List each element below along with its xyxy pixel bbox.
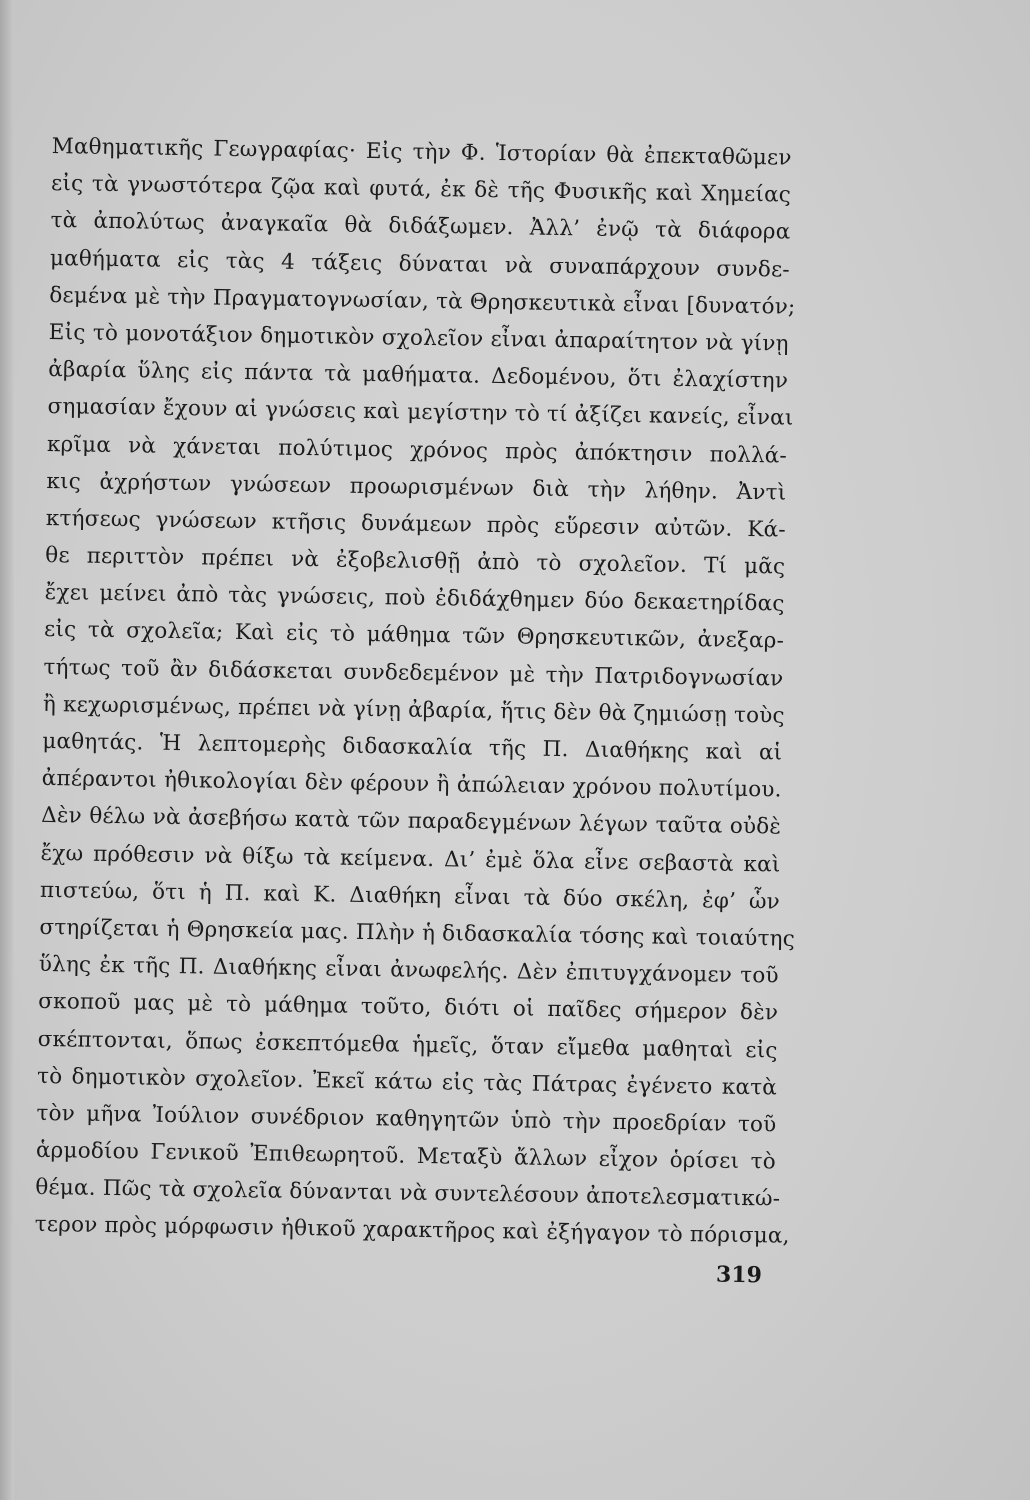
text-line: ἔχω πρόθεσιν νὰ θίξω τὰ κείμενα. Δι’ ἐμὲ ὅλα εἶνε σεβαστὰ καὶ [40,840,781,878]
text-line: τὸν μῆνα Ἰούλιον συνέδριον καθηγητῶν ὑπὸ τὴν προεδρίαν τοῦ [36,1100,777,1138]
text-line: μαθήματα εἰς τὰς 4 τάξεις δύναται νὰ συναπάρχουν συνδε- [49,245,791,283]
text-line: τὸ δημοτικὸν σχολεῖον. Ἐκεῖ κάτω εἰς τὰς Πάτρας ἐγένετο κατὰ [36,1063,778,1101]
text-line: ὕλης ἐκ τῆς Π. Διαθήκης εἶναι ἀνωφελής. Δὲν ἐπιτυγχάνομεν τοῦ [38,952,779,989]
text-line: μαθητάς. Ἡ λεπτομερὴς διδασκαλία τῆς Π. Διαθήκης καὶ αἱ [42,728,783,766]
text-line: στηρίζεται ἡ Θρησκεία μας. Πλὴν ἡ διδασκαλία τόσης καὶ τοιαύτης [39,914,796,952]
text-line: εἰς τὰ γνωστότερα ζῷα καὶ φυτά, ἐκ δὲ τῆς Φυσικῆς καὶ Χημείας [50,171,792,208]
text-line: κτήσεως γνώσεων κτῆσις δυνάμεων πρὸς εὕρεσιν αὐτῶν. Κά- [45,505,786,543]
text-line: τερον πρὸς μόρφωσιν ἠθικοῦ χαρακτῆρος καὶ ἐξήγαγον τὸ πόρισμα, [34,1212,790,1250]
text-line: ἀβαρία ὕλης εἰς πάντα τὰ μαθήματα. Δεδομένου, ὅτι ἐλαχίστην [48,357,789,394]
text-line: Μαθηματικῆς Γεωγραφίας· Εἰς τὴν Φ. Ἱστορίαν θὰ ἐπεκταθῶμεν [51,133,792,171]
body-text [34,128,796,1255]
text-line: σκοποῦ μας μὲ τὸ μάθημα τοῦτο, διότι οἱ παῖδες σήμερον δὲν [38,989,779,1026]
text-line: εἰς τὰ σχολεῖα; Καὶ εἰς τὸ μάθημα τῶν Θρησκευτικῶν, ἀνεξαρ- [43,617,785,654]
text-line: ἔχει μείνει ἀπὸ τὰς γνώσεις, ποὺ ἐδιδάχθημεν δύο δεκαετηρίδας [44,580,785,617]
text-line: κις ἀχρήστων γνώσεων προωρισμένων διὰ τὴν λήθην. Ἀντὶ [46,468,787,506]
text-line: σημασίαν ἔχουν αἱ γνώσεις καὶ μεγίστην τὸ τί ἀξίζει κανείς, εἶναι [47,394,794,431]
text-line: Δὲν θέλω νὰ ἀσεβήσω κατὰ τῶν παραδεγμένων λέγων ταῦτα οὐδὲ [40,803,782,840]
text-line: ἢ κεχωρισμένως, πρέπει νὰ γίνῃ ἀβαρία, ἥτις δὲν θὰ ζημιώσῃ τοὺς [42,691,785,729]
text-line: Εἰς τὸ μονοτάξιον δημοτικὸν σχολεῖον εἶναι ἀπαραίτητον νὰ γίνῃ [48,319,789,357]
text-line: ἀπέραντοι ἠθικολογίαι δὲν φέρουν ἢ ἀπώλειαν χρόνου πολυτίμου. [41,766,782,803]
binding-edge [0,0,14,1500]
text-line: σκέπτονται, ὅπως ἐσκεπτόμεθα ἡμεῖς, ὅταν εἴμεθα μαθηταὶ εἰς [37,1026,778,1064]
text-line: πιστεύω, ὅτι ἡ Π. καὶ Κ. Διαθήκη εἶναι τὰ δύο σκέλη, ἐφ’ ὧν [39,877,781,915]
text-line: δεμένα μὲ τὴν Πραγματογνωσίαν, τὰ Θρησκευτικὰ εἶναι [δυνατόν; [49,282,796,320]
text-line: τὰ ἀπολύτως ἀναγκαῖα θὰ διδάξωμεν. Ἀλλ’ ἐνῷ τὰ διάφορα [50,208,791,245]
text-line: τήτως τοῦ ἂν διδάσκεται συνδεδεμένον μὲ τὴν Πατριδογνωσίαν [43,654,784,692]
page-number: 319 [715,1261,763,1289]
text-line: θε περιττὸν πρέπει νὰ ἐξοβελισθῇ ἀπὸ τὸ σχολεῖον. Τί μᾶς [45,543,786,580]
text-line: θέμα. Πῶς τὰ σχολεῖα δύνανται νὰ συντελέσουν ἀποτελεσματικώ- [35,1175,781,1212]
text-line: κρῖμα νὰ χάνεται πολύτιμος χρόνος πρὸς ἀπόκτησιν πολλά- [46,431,788,469]
text-line: ἁρμοδίου Γενικοῦ Ἐπιθεωρητοῦ. Μεταξὺ ἄλλων εἶχον ὁρίσει τὸ [35,1137,777,1175]
